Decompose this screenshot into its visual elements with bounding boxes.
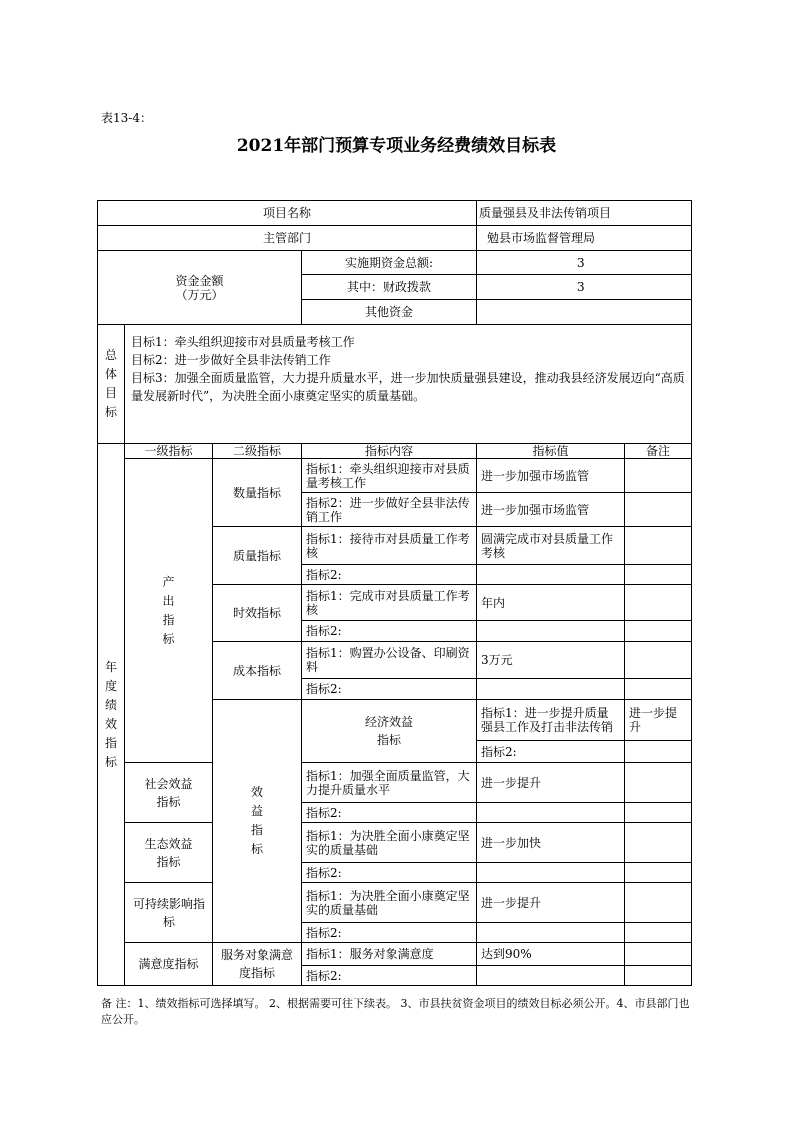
indicator-value: 进一步加强市场监管	[477, 459, 625, 493]
fiscal-funds-label: 其中：财政拨款	[302, 275, 477, 300]
remark-cell	[625, 883, 692, 923]
remark-cell	[625, 863, 692, 883]
department-value: 勉县市场监督管理局	[477, 226, 692, 251]
remark-cell	[625, 493, 692, 527]
cost-indicator-label: 成本指标	[213, 642, 302, 700]
other-funds-label: 其他资金	[302, 300, 477, 325]
remark-cell	[625, 679, 692, 700]
indicator-content: 指标1：进一步提升质量强县工作及打击非法传销	[477, 700, 625, 741]
table-row	[98, 943, 692, 966]
goal-item: 目标3：加强全面质量监管，大力提升质量水平，进一步加快质量强县建设，推动我县经济发展迈向“高质量发展新时代”，为决胜全面小康奠定坚实的质量基础。	[131, 371, 685, 403]
footnote: 备 注：1、绩效指标可选择填写。 2、根据需要可往下续表。 3、市县扶贫资金项目的绩效目标必须公开。4、市县部门也应公开。	[101, 997, 690, 1026]
table-row	[98, 201, 692, 226]
remark-cell	[625, 923, 692, 943]
indicator-value	[625, 741, 692, 763]
indicator-value	[477, 803, 625, 823]
indicator-content: 指标1：为决胜全面小康奠定坚实的质量基础	[302, 883, 477, 923]
project-name-value: 质量强县及非法传销项目	[477, 201, 692, 226]
overall-goals-side-label: 总体目标	[98, 325, 125, 444]
annual-indicators-side-label: 年度绩效指标	[98, 444, 125, 986]
table-row	[98, 444, 692, 459]
header-remark: 备注	[625, 444, 692, 459]
performance-target-table	[97, 200, 692, 986]
remark-cell	[625, 565, 692, 585]
indicator-content: 指标2:	[302, 621, 477, 642]
indicator-value: 年内	[477, 585, 625, 621]
indicator-content: 指标1：加强全面质量监管，大力提升质量水平	[302, 763, 477, 803]
indicator-value: 圆满完成市对县质量工作考核	[477, 527, 625, 565]
indicator-value	[477, 565, 625, 585]
indicator-content: 指标1：接待市对县质量工作考核	[302, 527, 477, 565]
benefit-indicators-label: 效益指标	[213, 700, 302, 943]
remark-cell	[625, 459, 692, 493]
indicator-content: 指标2:	[302, 863, 477, 883]
indicator-value	[477, 621, 625, 642]
remark-cell	[625, 527, 692, 565]
indicator-content: 指标1：服务对象满意度	[302, 943, 477, 966]
document-title: 2021年部门预算专项业务经费绩效目标表	[236, 136, 557, 156]
remark-cell	[625, 763, 692, 803]
table-row	[98, 226, 692, 251]
funds-label: 资金金额	[175, 273, 224, 288]
header-content: 指标内容	[302, 444, 477, 459]
indicator-value	[477, 863, 625, 883]
fiscal-funds-value: 3	[477, 275, 692, 300]
indicator-value	[477, 679, 625, 700]
header-value: 指标值	[477, 444, 625, 459]
header-level2: 二级指标	[213, 444, 302, 459]
header-level1: 一级指标	[125, 444, 213, 459]
indicator-value: 进一步加快	[477, 823, 625, 863]
goal-item: 目标2：进一步做好全县非法传销工作	[131, 353, 331, 367]
indicator-content: 指标2:	[302, 923, 477, 943]
indicator-content: 指标2:	[302, 565, 477, 585]
service-satisfaction-label: 服务对象满意度指标	[213, 943, 302, 986]
remark-cell	[625, 621, 692, 642]
indicator-value	[477, 966, 625, 986]
remark-cell	[625, 966, 692, 986]
timeliness-indicator-label: 时效指标	[213, 585, 302, 642]
indicator-content: 指标2:	[477, 741, 625, 763]
indicator-content: 指标2:	[302, 966, 477, 986]
project-name-label: 项目名称	[98, 201, 477, 226]
output-indicators-label: 产出指标	[125, 459, 213, 763]
indicator-value: 进一步加强市场监管	[477, 493, 625, 527]
indicator-content: 指标2:	[302, 679, 477, 700]
total-funds-value: 3	[477, 251, 692, 275]
social-indicator-label: 社会效益指标	[125, 763, 213, 823]
indicator-value: 3万元	[477, 642, 625, 679]
quality-indicator-label: 质量指标	[213, 527, 302, 585]
indicator-content: 指标1：完成市对县质量工作考核	[302, 585, 477, 621]
indicator-content: 指标2：进一步做好全县非法传销工作	[302, 493, 477, 527]
satisfaction-indicators-label: 满意度指标	[125, 943, 213, 986]
overall-goals-cell	[125, 325, 692, 444]
indicator-value: 进一步提升	[477, 763, 625, 803]
indicator-content: 指标2:	[302, 803, 477, 823]
table-row	[98, 325, 692, 444]
funds-label-cell	[98, 251, 302, 325]
table-number-label: 表13-4：	[101, 111, 152, 125]
quantity-indicator-label: 数量指标	[213, 459, 302, 527]
indicator-value	[477, 923, 625, 943]
total-funds-label: 实施期资金总额:	[302, 251, 477, 275]
funds-unit: （万元）	[175, 287, 224, 302]
goal-item: 目标1：牵头组织迎接市对县质量考核工作	[131, 335, 355, 349]
remark-cell	[625, 803, 692, 823]
indicator-value: 进一步提升	[477, 883, 625, 923]
remark-cell	[625, 585, 692, 621]
economic-indicator-label: 经济效益指标	[302, 700, 477, 763]
table-row	[98, 251, 692, 275]
sustainable-indicator-label: 可持续影响指标	[125, 883, 213, 943]
remark-cell	[625, 823, 692, 863]
remark-cell	[625, 642, 692, 679]
other-funds-value	[477, 300, 692, 325]
table-row	[98, 763, 692, 803]
remark-cell	[625, 943, 692, 966]
indicator-content: 指标1：为决胜全面小康奠定坚实的质量基础	[302, 823, 477, 863]
indicator-content: 指标1：牵头组织迎接市对县质量考核工作	[302, 459, 477, 493]
indicator-value: 达到90%	[477, 943, 625, 966]
indicator-content: 指标1：购置办公设备、印刷资料	[302, 642, 477, 679]
ecological-indicator-label: 生态效益指标	[125, 823, 213, 883]
table-row	[98, 883, 692, 923]
department-label: 主管部门	[98, 226, 477, 251]
table-row	[98, 459, 692, 493]
table-row	[98, 823, 692, 863]
indicator-value: 进一步提升	[625, 700, 692, 741]
